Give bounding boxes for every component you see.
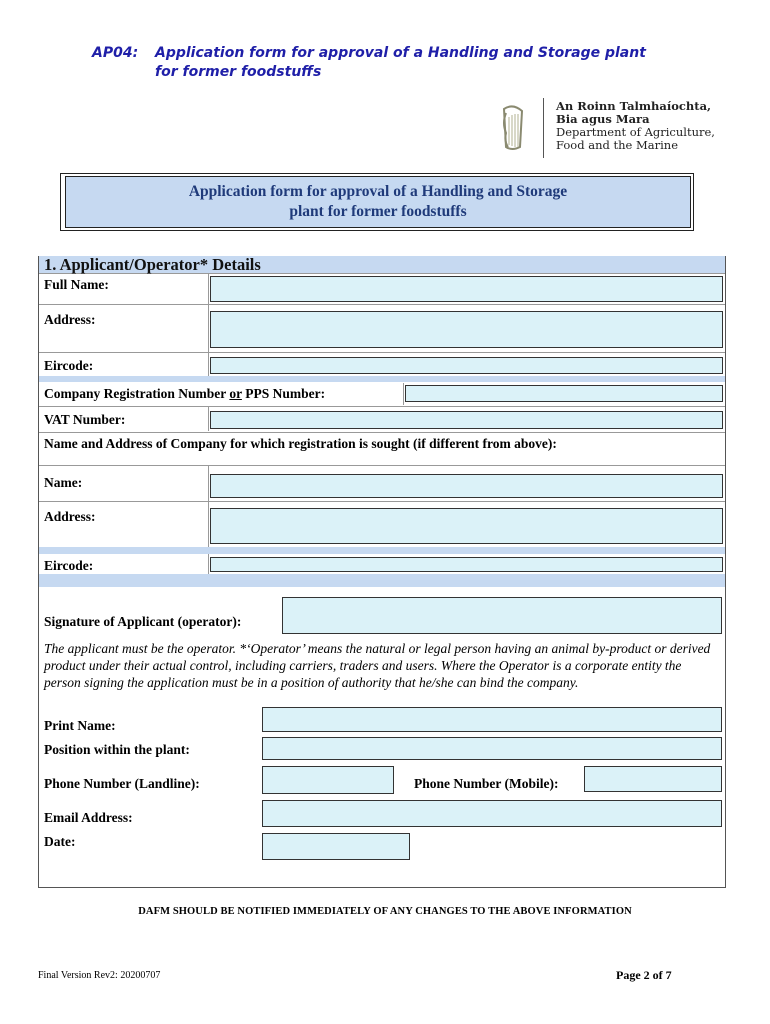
row-divider — [39, 406, 725, 407]
company-heading: Name and Address of Company for which registration is sought (if different from above): — [44, 436, 557, 451]
row-divider — [39, 501, 725, 502]
harp-logo-icon — [498, 103, 528, 153]
form-title — [92, 44, 692, 82]
banner-line1: Application form for approval of a Handling and Storage — [188, 183, 568, 200]
row-divider — [39, 432, 725, 433]
eircode-label: Eircode: — [44, 358, 94, 373]
email-label: Email Address: — [44, 810, 133, 825]
banner-line2: plant for former foodstuffs — [289, 203, 467, 220]
department-english-line1: Department of Agriculture, — [556, 125, 715, 139]
department-irish-line2: Bia agus Mara — [556, 112, 650, 126]
company-reg-or: or — [229, 386, 242, 401]
email-field[interactable] — [262, 800, 722, 827]
row-divider-strip — [39, 574, 725, 587]
notification-notice: DAFM SHOULD BE NOTIFIED IMMEDIATELY OF ANY CHANGES TO THE ABOVE INFORMATION — [138, 906, 632, 917]
form-code: AP04: — [92, 45, 139, 61]
department-english-line2: Food and the Marine — [556, 138, 679, 152]
department-irish-line1: An Roinn Talmhaíochta, — [556, 99, 712, 113]
company-eircode-field[interactable] — [210, 557, 723, 572]
row-divider — [39, 304, 725, 305]
company-address-label: Address: — [44, 509, 96, 524]
company-reg-field[interactable] — [405, 385, 723, 402]
phone-landline-field[interactable] — [262, 766, 394, 794]
print-name-field[interactable] — [262, 707, 722, 732]
section-title: 1. Applicant/Operator* Details — [39, 256, 725, 274]
column-divider — [208, 466, 209, 586]
position-field[interactable] — [262, 737, 722, 760]
phone-mobile-field[interactable] — [584, 766, 722, 792]
banner — [65, 176, 691, 228]
column-divider — [208, 407, 209, 431]
company-reg-label-part2: PPS Number: — [241, 386, 326, 401]
footer-version: Final Version Rev2: 20200707 — [38, 970, 161, 981]
signature-field[interactable] — [282, 597, 722, 634]
company-reg-label-part1: Company Registration Number — [44, 386, 230, 401]
row-divider-strip — [39, 547, 725, 554]
form-title-line2: for former foodstuffs — [155, 64, 322, 80]
row-divider-strip — [39, 376, 725, 382]
company-name-field[interactable] — [210, 474, 723, 498]
address-field[interactable] — [210, 311, 723, 348]
column-divider — [403, 383, 404, 405]
row-divider — [39, 465, 725, 466]
date-field[interactable] — [262, 833, 410, 860]
company-reg-label — [44, 386, 325, 402]
phone-landline-label: Phone Number (Landline): — [44, 776, 200, 791]
date-label: Date: — [44, 834, 76, 849]
row-divider — [39, 352, 725, 353]
vat-field[interactable] — [210, 411, 723, 429]
eircode-field[interactable] — [210, 357, 723, 374]
form-title-line1: Application form for approval of a Handling and Storage plant — [155, 45, 646, 61]
full-name-field[interactable] — [210, 276, 723, 302]
address-label: Address: — [44, 312, 96, 327]
company-eircode-label: Eircode: — [44, 558, 94, 573]
vat-label: VAT Number: — [44, 412, 126, 427]
signature-label: Signature of Applicant (operator): — [44, 614, 242, 629]
company-address-field[interactable] — [210, 508, 723, 544]
footer-page-number: Page 2 of 7 — [616, 968, 672, 982]
company-name-label: Name: — [44, 475, 83, 490]
operator-definition-note: The applicant must be the operator. *‘Operator’ means the natural or legal person having an animal by-product or derived product under their actual control, including carriers, traders and users. Where the Operator is a corporate entity the person signing the application must be in a position of authority that he/she can bind the company. — [44, 641, 711, 690]
logo-divider — [543, 98, 544, 158]
full-name-label: Full Name: — [44, 277, 109, 292]
department-name — [556, 100, 715, 152]
print-name-label: Print Name: — [44, 718, 116, 733]
column-divider — [208, 274, 209, 379]
position-label: Position within the plant: — [44, 742, 190, 757]
phone-mobile-label: Phone Number (Mobile): — [414, 776, 559, 791]
